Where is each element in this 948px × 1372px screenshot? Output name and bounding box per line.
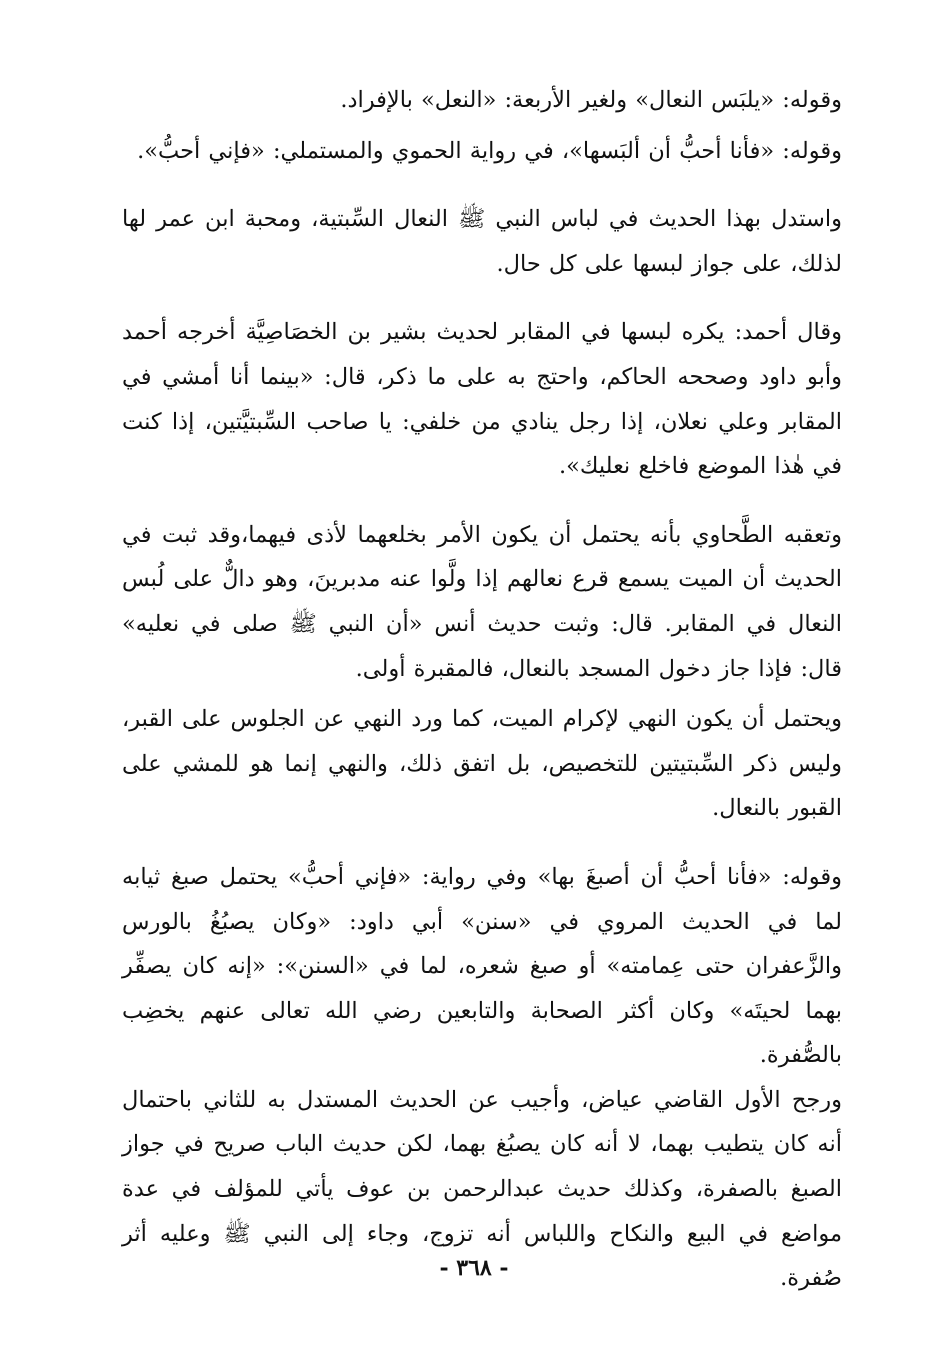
paragraph-8: ورجح الأول القاضي عياض، وأجيب عن الحديث المستدل به للثاني باحتمال أنه كان يتطيب بهما، لا أنه كان يصبُغ بهما، لكن حديث الباب صريح في جواز الصبغ بالصفرة، وكذلك حديث عبدالرحمن بن عوف يأتي للمؤلف في عدة مواضع في البيع والنكاح واللباس أنه تزوج، وجاء إلى النبي ﷺ وعليه أثر صُفرة. — [122, 1086, 842, 1292]
paragraph-7: وقوله: «فأنا أحبُّ أن أصبغَ بها» وفي رواية: «فإني أحبُّ» يحتمل صبغ ثيابه لما في الحديث المروي في «سنن» أبي داود: «وكان يصبُغُ بالورس والزَّعفران حتى عِمامته» أو صبغ شعره، لما في «السنن»: «إنه كان يصفِّر بهما لحيتَه» وكان أكثر الصحابة والتابعين رضي الله تعالى عنهم يخضِب بالصُّفرة. — [122, 863, 842, 1069]
paragraph-6: ويحتمل أن يكون النهي لإكرام الميت، كما ورد النهي عن الجلوس على القبر، وليس ذكر السِّبتيتين للتخصيص، بل اتفق ذلك، والنهي إنما هو للمشي على القبور بالنعال. — [122, 706, 842, 822]
paragraph-5: وتعقبه الطَّحاوي بأنه يحتمل أن يكون الأمر بخلعهما لأذى فيهما،وقد ثبت في الحديث أن الميت يسمع قرع نعالهم إذا ولَّوا عنه مدبرينَ، وهو دالٌّ على لُبس النعال في المقابر. قال: وثبت حديث أنس «أن النبي ﷺ صلى في نعليه» قال: فإذا جاز دخول المسجد بالنعال، فالمقبرة أولى. — [122, 521, 842, 682]
paragraph-4: وقال أحمد: يكره لبسها في المقابر لحديث بشير بن الخصَاصِيَّة أخرجه أحمد وأبو داود وصححه الحاكم، واحتج به على ما ذكر، قال: «بينما أنا أمشي في المقابر وعلي نعلان، إذا رجل ينادي من خلفي: يا صاحب السِّبتيَّتين، إذا كنت في هٰذا الموضع فاخلع نعليك». — [122, 319, 842, 480]
paragraph-3: واستدل بهذا الحديث في لباس النبي ﷺ النعال السِّبتية، ومحبة ابن عمر لها لذلك، على جواز لبسها على كل حال. — [122, 206, 842, 277]
paragraph-1: وقوله: «يلبَس النعال» ولغير الأربعة: «النعل» بالإفراد. — [340, 87, 842, 113]
page-number: - ٣٦٨ - — [439, 1255, 509, 1281]
paragraph-2: وقوله: «فأنا أحبُّ أن ألبَسها»، في رواية الحموي والمستملي: «فإني أحبُّ». — [137, 137, 842, 164]
page-body — [122, 78, 842, 1301]
